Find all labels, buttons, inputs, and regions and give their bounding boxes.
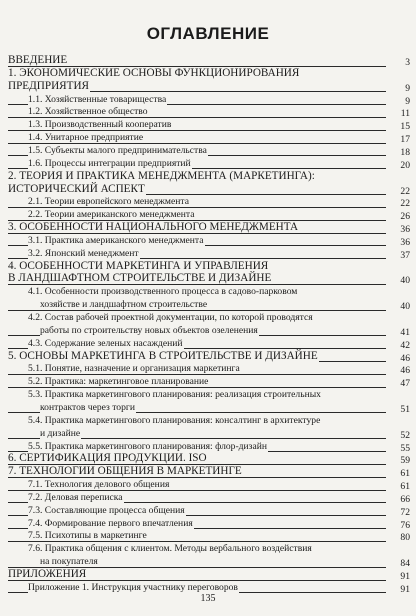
toc-page-number-value: 91 [400,583,410,595]
toc-entry [28,196,190,207]
toc-page-number-value: 22 [400,198,410,210]
toc-entry-title: 5. ОСНОВЫ МАРКЕТИНГА В СТРОИТЕЛЬСТВЕ И ДИЗАЙНЕ [8,349,318,362]
toc-page-number-value: 40 [400,301,410,313]
toc-entry [28,158,192,169]
toc-page-number-value: 61 [400,468,410,480]
toc-entry-title: 1.3. Производственный кооператив [28,119,172,131]
toc-page-number-value: 51 [400,403,410,415]
toc-page-number-value: 40 [400,275,410,287]
toc-entry [8,453,208,464]
toc-page-number-value: 80 [400,532,410,544]
toc-entry-title: 4.2. Состав рабочей проектной документации, по которой проводятся [28,312,313,323]
page-number: 135 [200,593,216,604]
toc-entry [28,518,194,529]
toc-entry-title: 1.4. Унитарное предприятие [28,132,144,144]
toc-entry-title: 4.1. Особенности производственного процесса в садово-парковом [28,286,298,298]
toc-entry [8,171,316,182]
toc-entry [8,184,146,195]
toc-entry [28,235,205,246]
toc-entry-title: ИСТОРИЧЕСКИЙ АСПЕКТ [8,182,145,195]
toc-entry-title: 3.2. Японский менеджмент [28,247,139,259]
toc-entry-title: ПРЕДПРИЯТИЯ [8,79,89,92]
toc-page-number-value: 11 [400,108,410,120]
toc-page-number-value: 52 [400,429,410,441]
toc-entry [28,389,322,400]
toc-entry-title: хозяйстве и ландшафтном строительстве [40,299,208,311]
toc-entry [28,248,140,259]
page-title: ОГЛАВЛЕНИЕ [146,24,270,43]
toc-entry [28,363,241,374]
toc-page-number-value: 18 [400,146,410,158]
toc-entry-title: 4. ОСОБЕННОСТИ МАРКЕТИНГА И УПРАВЛЕНИЯ [8,259,269,272]
toc-entry [28,582,239,593]
toc-entry-title: 6. СЕРТИФИКАЦИЯ ПРОДУКЦИИ. ISO [8,452,207,465]
toc-entry-title: 2.1. Теории европейского менеджмента [28,196,189,208]
toc-page-number-value: 59 [400,455,410,467]
toc-entry-title: 5.2. Практика: маркетинговое планирование [28,376,209,388]
toc-page-number-value: 20 [400,159,410,171]
toc-entry [28,415,321,426]
toc-page-number-value: 46 [400,365,410,377]
toc-entry-title: 7. ТЕХНОЛОГИИ ОБЩЕНИЯ В МАРКЕТИНГЕ [8,465,242,478]
toc-entry [28,312,314,323]
toc-entry-title: 5.1. Понятие, назначение и организация маркетинга [28,363,240,375]
toc-entry [28,530,148,541]
toc-entry [28,543,313,554]
toc-entry-title: 7.6. Практика общения с клиентом. Методы вербального воздействия [28,543,312,555]
toc-page-number-value: 84 [400,558,410,570]
toc-entry [40,325,259,336]
toc-entry [28,441,268,452]
toc-page-number-value: 42 [400,339,410,351]
toc-entry-title: 1.5. Субъекты малого предпринимательства [28,144,207,156]
toc-entry-title: и дизайне [40,427,81,439]
toc-entry-title: 1.2. Хозяйственное общество [28,106,148,118]
toc-entry [8,569,87,580]
toc-page-number-value: 55 [400,442,410,454]
toc-page-number-value: 9 [405,82,410,94]
toc-entry-title: В ЛАНДШАФТНОМ СТРОИТЕЛЬСТВЕ И ДИЗАЙНЕ [8,272,272,285]
toc-page-number-value: 36 [400,236,410,248]
toc-entry-title: работы по строительству новых объектов озеленения [40,324,258,336]
toc-entry [28,94,167,105]
toc-page-number-value: 36 [400,224,410,236]
toc-page-number-value: 91 [400,571,410,582]
toc-entry [28,505,186,516]
toc-entry [8,55,68,66]
toc-entry [28,106,149,117]
toc-entry-title: 2.2. Теории американского менеджмента [28,209,195,221]
toc-entry [28,338,184,349]
toc-page-number-value: 9 [405,95,410,107]
toc-entry [40,299,208,310]
toc-entry-title: 3.1. Практика американского менеджмента [28,234,204,246]
toc-entry-title: 5.5. Практика маркетингового планирования: флор-дизайн [28,440,267,452]
toc-page-number-value: 47 [400,378,410,390]
toc-entry-title: 3. ОСОБЕННОСТИ НАЦИОНАЛЬНОГО МЕНЕДЖМЕНТА [8,221,299,234]
toc-entry-title: Приложение 1. Инструкция участнику переговоров [28,581,238,593]
toc-entry-title: 1.6. Процессы интеграции предприятий [28,157,191,169]
toc-entry [28,376,209,387]
toc-page-number-value: 61 [400,481,410,493]
toc-entry-title: 7.4. Формирование первого впечатления [28,517,193,529]
toc-entry-title: ПРИЛОЖЕНИЯ [8,568,87,580]
toc-entry [28,132,144,143]
toc-entry-title: на покупателя [40,556,98,568]
toc-entry [8,466,243,477]
toc-entry [28,119,172,130]
toc-entry [28,479,170,490]
toc-entry-title: ВВЕДЕНИЕ [8,54,68,66]
toc-entry [28,286,298,297]
toc-page-number-value: 66 [400,493,410,505]
toc-page-number-value: 15 [400,121,410,133]
toc-entry-title: 1. ЭКОНОМИЧЕСКИЕ ОСНОВЫ ФУНКЦИОНИРОВАНИЯ [8,66,300,79]
toc-entry-title: 7.2. Деловая переписка [28,491,123,503]
toc-entry [40,556,99,567]
toc-page-number-value: 37 [400,249,410,261]
toc-page-number-value: 41 [400,326,410,338]
toc-entry [40,402,136,413]
toc-entry [28,492,124,503]
toc-entry [8,222,299,233]
toc-entry-title: контрактов через торги [40,401,135,413]
toc-page-number-value: 3 [405,57,410,68]
toc-entry [8,273,272,284]
toc-entry-title: 2. ТЕОРИЯ И ПРАКТИКА МЕНЕДЖМЕНТА (МАРКЕТИНГА): [8,169,315,182]
toc-entry-title: 7.1. Технология делового общения [28,479,170,491]
toc-entry-title: 5.4. Практика маркетингового планирования: консалтинг в архитектуре [28,414,321,426]
toc-page-number-value: 22 [400,185,410,197]
toc-page-number-value: 26 [400,211,410,223]
toc-entry-title: 4.3. Содержание зеленых насаждений [28,337,183,349]
toc-entry [8,261,269,272]
toc-entry [8,81,90,92]
toc-entry-title: 1.1. Хозяйственные товарищества [28,93,167,105]
toc-entry-title: 7.5. Психотипы в маркетинге [28,530,147,542]
toc-page-number-value: 17 [400,134,410,146]
toc-page-number-value: 76 [400,519,410,531]
toc-entry [8,351,319,362]
toc-entry [28,209,196,220]
toc-entry-title: 5.3. Практика маркетингового планирования: реализация строительных [28,389,321,401]
toc-page-number-value: 72 [400,506,410,518]
toc-entry [8,68,300,79]
toc-entry-title: 7.3. Составляющие процесса общения [28,504,185,516]
toc-entry [40,428,81,439]
toc-page-number-value: 46 [400,352,410,364]
toc-entry [28,145,208,156]
